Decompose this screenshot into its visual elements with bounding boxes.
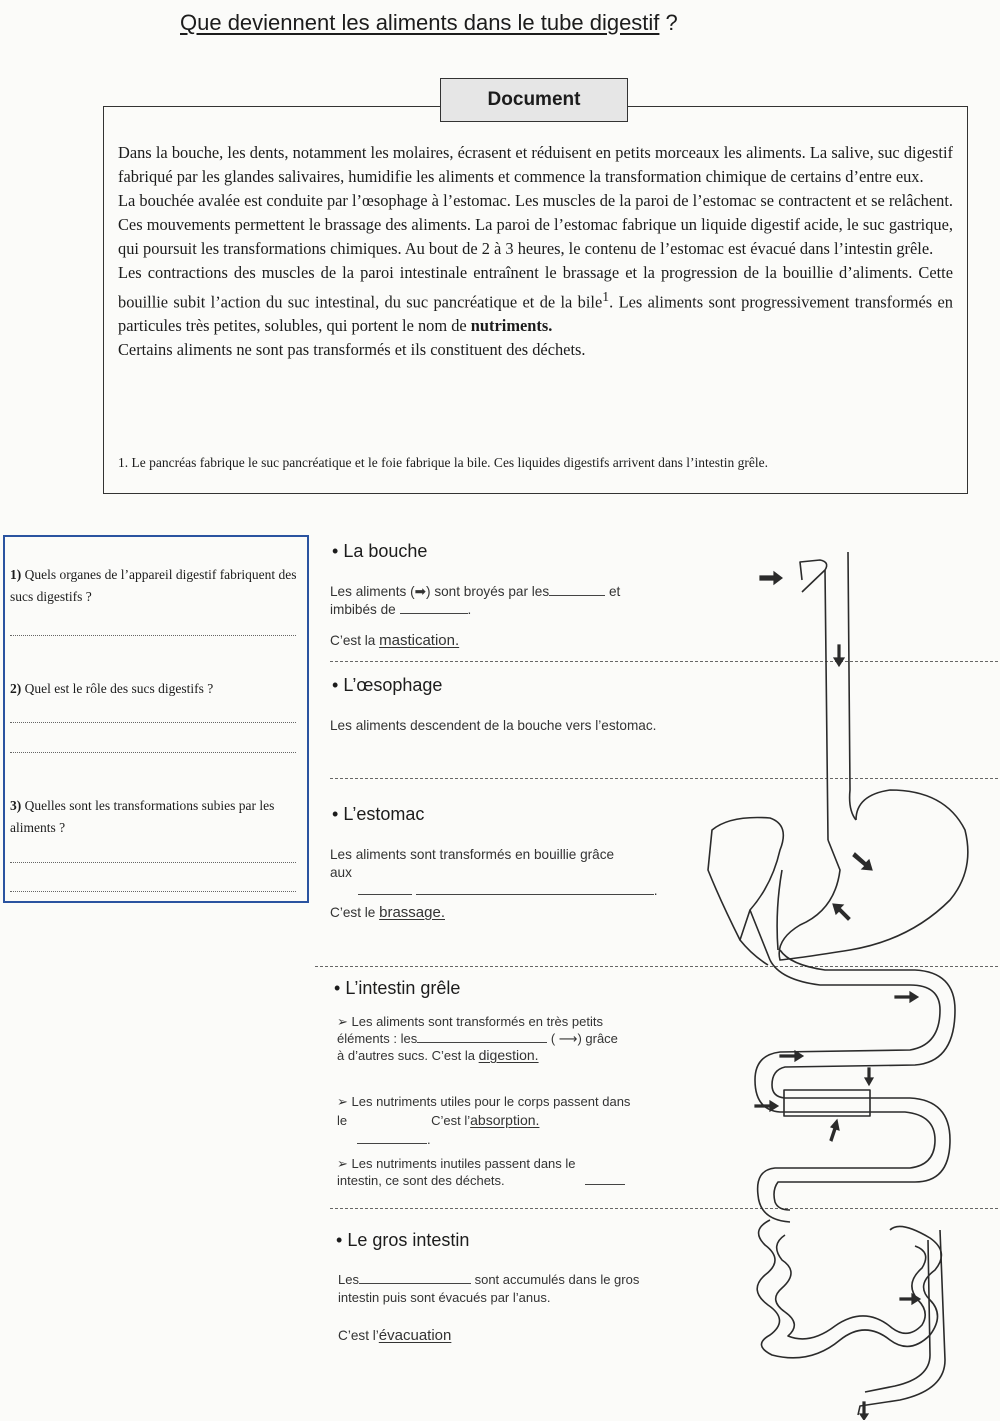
text-fragment: Les aliments ( xyxy=(330,584,415,599)
text-fragment: intestin, ce sont des déchets. xyxy=(337,1173,505,1188)
title-text: Que deviennent les aliments dans le tube digestif xyxy=(180,10,660,35)
flow-arrow-icon: ⟶ xyxy=(558,1031,578,1046)
section-text-estomac xyxy=(330,846,675,900)
text-fragment: ) grâce xyxy=(577,1031,618,1046)
text-fragment: Les aliments sont transformés en bouillie grâce xyxy=(330,847,615,862)
question-1 xyxy=(10,564,302,608)
answer-line[interactable] xyxy=(10,635,296,636)
food-arrow-icon xyxy=(760,572,782,584)
food-arrow-icon: ➡ xyxy=(414,584,427,599)
flow-arrow-icon xyxy=(853,853,872,870)
blank-field[interactable] xyxy=(359,1283,471,1284)
question-number: 1) xyxy=(10,567,22,582)
text-fragment: ( xyxy=(550,1031,556,1046)
flow-arrow-icon xyxy=(830,1120,839,1141)
text-fragment: ➢ Les aliments sont transformés en très petits xyxy=(337,1014,603,1029)
text-fragment: à d’autres sucs. C’est la xyxy=(337,1048,476,1063)
section-title-gros-intestin: • Le gros intestin xyxy=(336,1230,469,1251)
text-fragment: ➢ Les nutriments utiles pour le corps passent dans xyxy=(337,1094,631,1109)
question-2 xyxy=(10,678,302,700)
keyword-mastication: mastication. xyxy=(379,632,460,649)
question-number: 2) xyxy=(10,681,22,696)
text-fragment: et xyxy=(608,584,621,599)
conclusion-bouche xyxy=(330,632,459,650)
flow-arrow-icon xyxy=(900,1294,920,1304)
document-text xyxy=(118,141,953,362)
text-fragment: le xyxy=(337,1113,348,1128)
text-fragment: C’est l’ xyxy=(431,1113,471,1128)
section-title-estomac: • L’estomac xyxy=(332,804,424,825)
section-text-gros-intestin xyxy=(338,1271,698,1307)
text-fragment: Les xyxy=(338,1272,359,1287)
text-fragment: C’est le xyxy=(330,905,376,920)
flow-arrow-icon xyxy=(833,904,850,920)
keyword-evacuation: évacuation xyxy=(378,1327,452,1344)
page-title xyxy=(180,10,880,36)
text-fragment: C’est l’ xyxy=(338,1328,379,1343)
blank-field[interactable] xyxy=(400,613,468,614)
conclusion-gros-intestin xyxy=(338,1327,451,1345)
section-title-bouche: • La bouche xyxy=(332,541,427,562)
text-fragment: . xyxy=(653,883,658,898)
question-text: Quel est le rôle des sucs digestifs ? xyxy=(24,681,214,696)
text-fragment: . xyxy=(467,602,472,617)
answer-line[interactable] xyxy=(10,862,296,863)
large-intestine-outline xyxy=(757,1220,941,1358)
document-paragraph-text: Les aliments sont progressivement transformés en particules très petites, solubles, qui portent le nom de xyxy=(118,292,953,336)
liver-outline xyxy=(708,818,783,941)
flow-arrow-icon xyxy=(755,1101,778,1111)
bile-duct-outline xyxy=(740,870,782,965)
keyword-nutriments: nutriments. xyxy=(470,316,553,336)
blank-field[interactable] xyxy=(416,894,654,895)
question-text: Quelles sont les transformations subies par les aliments ? xyxy=(10,798,275,835)
mouth-outline xyxy=(800,560,827,592)
answer-line[interactable] xyxy=(10,752,296,753)
keyword-digestion: digestion. xyxy=(478,1047,539,1063)
title-question-mark: ? xyxy=(659,10,678,35)
text-fragment: . xyxy=(427,1132,431,1147)
flow-arrow-icon xyxy=(834,645,844,666)
section-text-dechets xyxy=(337,1155,702,1189)
keyword-brassage: brassage. xyxy=(379,904,445,921)
stomach-outline xyxy=(779,790,968,960)
keyword-absorption: absorption. xyxy=(470,1112,540,1128)
document-paragraph-end: . xyxy=(609,292,614,312)
question-text: Quels organes de l’appareil digestif fabriquent des sucs digestifs ? xyxy=(10,567,297,604)
digestive-tract-diagram xyxy=(660,540,1000,1420)
flow-arrow-icon xyxy=(895,992,918,1002)
section-title-intestin-grele: • L’intestin grêle xyxy=(334,978,460,999)
document-label: Document xyxy=(440,78,628,122)
document-paragraph-text: Les contractions des muscles de la paroi intestinale entraînent le brassage et la progression de la bouillie d’aliments. Cette bouillie subit l’action du suc intestinal, du suc pancréatique et de la bile xyxy=(118,263,953,312)
text-fragment: ) sont broyés par les xyxy=(426,584,550,599)
blank-field[interactable] xyxy=(417,1042,547,1043)
section-title-oesophage: • L’œsophage xyxy=(332,675,442,696)
document-paragraph: Dans la bouche, les dents, notamment les molaires, écrasent et réduisent en petits morceaux les aliments. La salive, suc digestif fabriqué par les glandes salivaires, humidifie les aliments et commence la transformation chimique de certains d’entre eux. xyxy=(118,143,953,186)
section-text-bouche xyxy=(330,583,680,619)
flow-arrow-icon xyxy=(865,1068,873,1085)
text-fragment: C’est la xyxy=(330,633,376,648)
section-text-intestin-grele xyxy=(337,1013,702,1064)
answer-line[interactable] xyxy=(10,891,296,892)
document-footnote: 1. Le pancréas fabrique le suc pancréatique et le foie fabrique la bile. Ces liquides digestifs arrivent dans l’intestin grêle. xyxy=(118,455,769,470)
text-fragment: aux xyxy=(330,865,352,880)
text-fragment: ➢ Les nutriments inutiles passent dans le xyxy=(337,1156,576,1171)
document-paragraph xyxy=(118,261,953,338)
blank-field[interactable] xyxy=(358,894,412,895)
blank-field[interactable] xyxy=(549,595,605,596)
footnote-marker: 1 xyxy=(602,289,610,304)
large-intestine-inner xyxy=(776,1235,926,1339)
blank-field[interactable] xyxy=(357,1143,427,1144)
rectum-outline xyxy=(858,1230,945,1415)
question-3 xyxy=(10,795,308,839)
question-number: 3) xyxy=(10,798,22,813)
section-text-absorption xyxy=(337,1092,702,1149)
document-paragraph: La bouchée avalée est conduite par l’œsophage à l’estomac. Les muscles de la paroi de l’estomac se contractent et se relâchent. Ces mouvements permettent le brassage des aliments. La paroi de l’estomac fabrique un liquide digestif acide, le suc gastrique, qui poursuit les transformations chimiques. Au bout de 2 à 3 heures, le contenu de l’estomac est évacué dans l’intestin grêle. xyxy=(118,191,953,258)
section-text-oesophage: Les aliments descendent de la bouche vers l’estomac. xyxy=(330,718,657,733)
oesophagus-outline xyxy=(825,552,856,840)
blank-field[interactable] xyxy=(585,1184,625,1185)
answer-line[interactable] xyxy=(10,722,296,723)
text-fragment: intestin puis sont évacués par l’anus. xyxy=(338,1290,551,1305)
text-fragment: imbibés de xyxy=(330,602,396,617)
document-paragraph: Certains aliments ne sont pas transformés et ils constituent des déchets. xyxy=(118,340,586,360)
text-fragment: sont accumulés dans le gros xyxy=(474,1272,640,1287)
text-fragment: éléments : les xyxy=(337,1031,418,1046)
conclusion-estomac xyxy=(330,904,445,922)
